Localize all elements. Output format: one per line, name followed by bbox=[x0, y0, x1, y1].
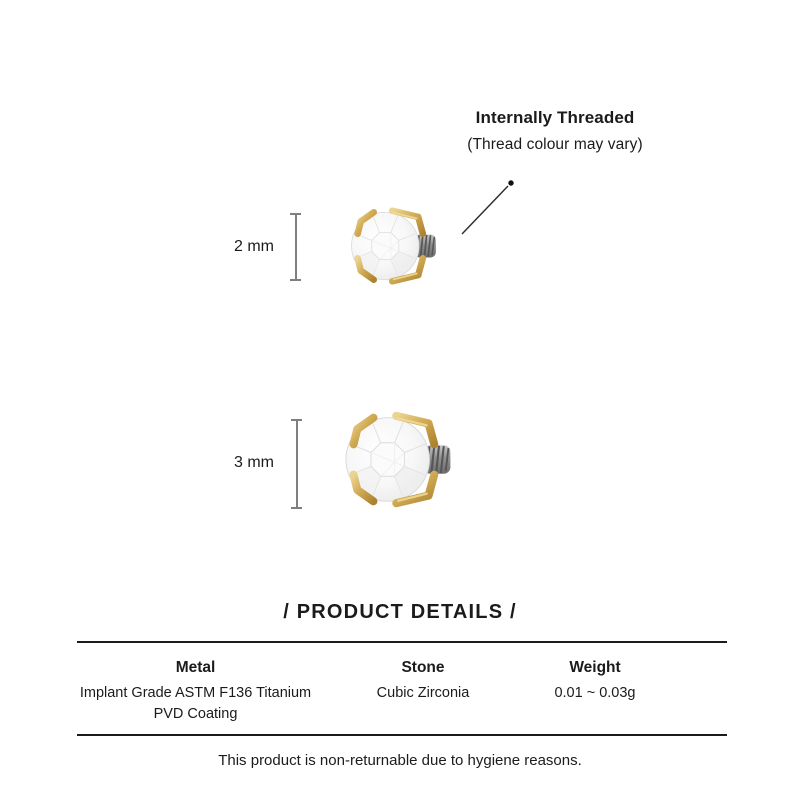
detail-column-metal bbox=[63, 659, 328, 725]
jewel-2mm-image bbox=[350, 206, 442, 286]
detail-column-weight bbox=[515, 659, 675, 704]
metal-value-line-2: PVD Coating bbox=[153, 706, 238, 722]
pointer-dot bbox=[508, 180, 513, 185]
measure-bar-3mm bbox=[291, 419, 302, 509]
metal-header: Metal bbox=[175, 659, 216, 676]
size-label-2mm: 2 mm bbox=[234, 238, 274, 255]
thread-annotation bbox=[445, 108, 665, 154]
metal-value-line-1: Implant Grade ASTM F136 Titanium bbox=[79, 685, 312, 701]
weight-header: Weight bbox=[569, 659, 621, 676]
measure-bar-2mm bbox=[290, 213, 301, 281]
thread-annotation-title: Internally Threaded bbox=[475, 108, 635, 127]
thread-annotation-subtitle: (Thread colour may vary) bbox=[467, 136, 643, 153]
table-bottom-rule bbox=[77, 734, 727, 736]
detail-column-stone bbox=[343, 659, 503, 704]
hygiene-note: This product is non-returnable due to hygiene reasons. bbox=[218, 752, 582, 769]
stone-value: Cubic Zirconia bbox=[376, 685, 470, 701]
stone-header: Stone bbox=[401, 659, 445, 676]
weight-value: 0.01 ~ 0.03g bbox=[554, 685, 636, 701]
size-label-3mm: 3 mm bbox=[234, 454, 274, 471]
jewel-3mm-image bbox=[344, 410, 458, 509]
table-top-rule bbox=[77, 641, 727, 643]
product-details-heading: / PRODUCT DETAILS / bbox=[283, 601, 517, 623]
